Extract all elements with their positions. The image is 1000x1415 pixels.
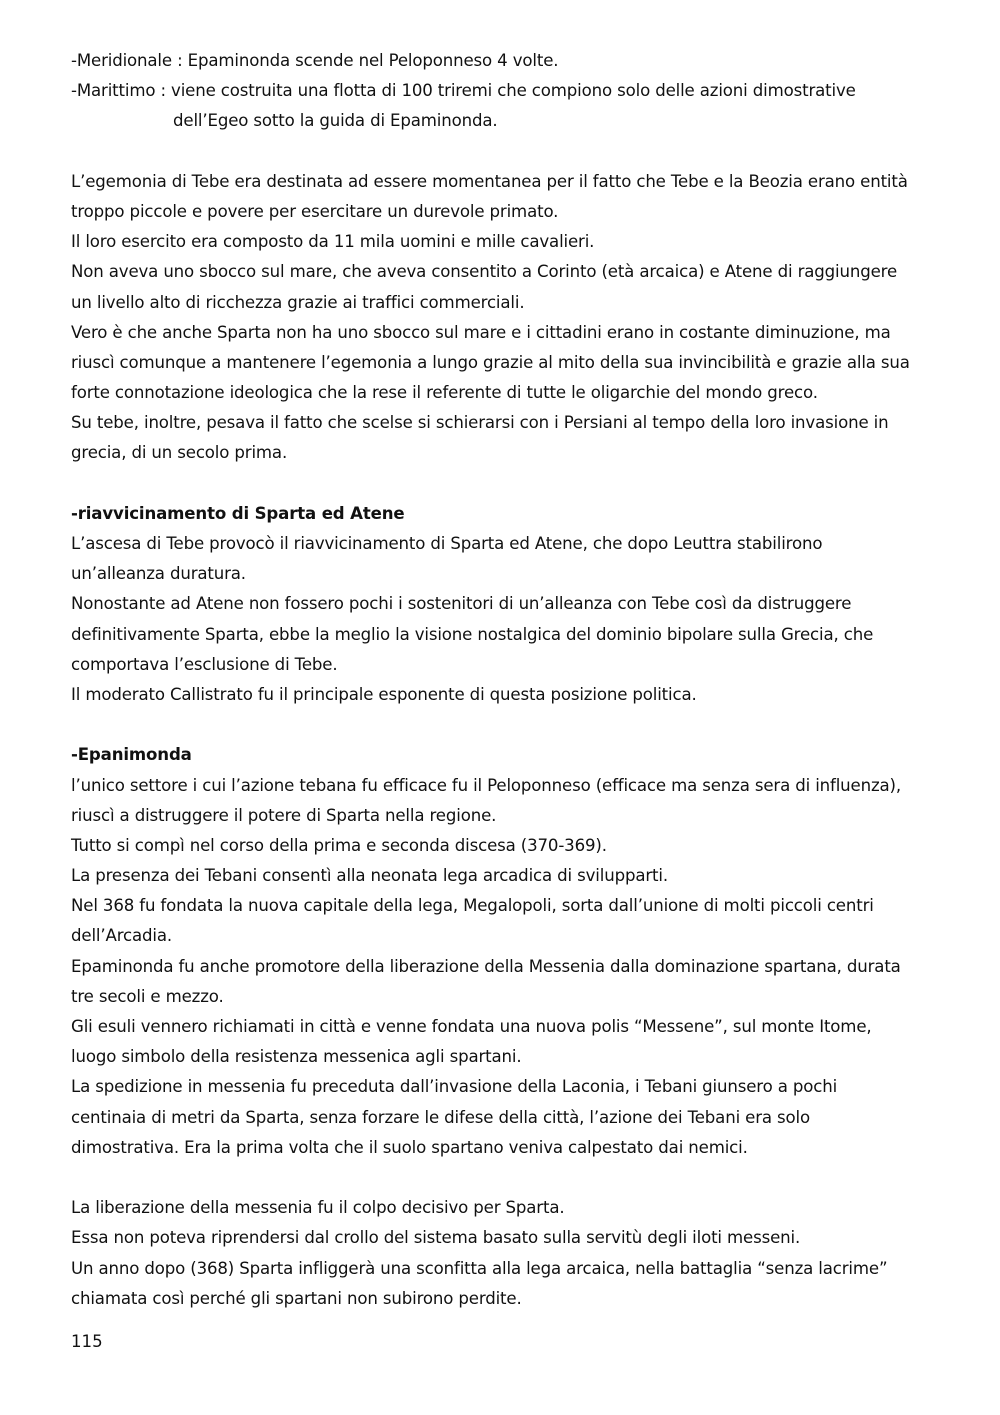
- text-line: Non aveva uno sbocco sul mare, che aveva consentito a Corinto (età arcaica) e Atene di raggiungere: [71, 262, 898, 282]
- text-line: Il loro esercito era composto da 11 mila uomini e mille cavalieri.: [71, 232, 595, 252]
- text-line: Essa non poteva riprendersi dal crollo del sistema basato sulla servitù degli iloti messeni.: [71, 1228, 801, 1248]
- text-line: Nel 368 fu fondata la nuova capitale della lega, Megalopoli, sorta dall’unione di molti piccoli centri: [71, 896, 874, 916]
- paragraph-conclusione: [71, 1193, 941, 1314]
- text-line: La spedizione in messenia fu preceduta dall’invasione della Laconia, i Tebani giunsero a pochi: [71, 1077, 838, 1097]
- text-line-marittimo: -Marittimo : viene costruita una flotta di 100 triremi che compiono solo delle azioni dimostrative: [71, 81, 856, 101]
- text-line: riuscì comunque a mantenere l’egemonia a lungo grazie al mito della sua invincibilità e grazie alla sua: [71, 352, 910, 372]
- text-line: forte connotazione ideologica che la rese il referente di tutte le oligarchie del mondo greco.: [71, 383, 818, 403]
- paragraph-spacer: [71, 137, 941, 167]
- text-line: comportava l’esclusione di Tebe.: [71, 654, 338, 674]
- text-line: Su tebe, inoltre, pesava il fatto che scelse si schierarsi con i Persiani al tempo della loro invasione in: [71, 413, 889, 433]
- text-line: definitivamente Sparta, ebbe la meglio la visione nostalgica del dominio bipolare sulla Grecia, che: [71, 624, 874, 644]
- text-line: dimostrativa. Era la prima volta che il suolo spartano veniva calpestato dai nemici.: [71, 1137, 748, 1157]
- section-heading: -Epanimonda: [71, 745, 192, 765]
- text-line: L’egemonia di Tebe era destinata ad essere momentanea per il fatto che Tebe e la Beozia erano entità: [71, 171, 908, 191]
- text-line-marittimo-continued: dell’Egeo sotto la guida di Epaminonda.: [173, 111, 498, 131]
- text-line: La presenza dei Tebani consentì alla neonata lega arcadica di svilupparti.: [71, 866, 668, 886]
- text-line: Epaminonda fu anche promotore della liberazione della Messenia dalla dominazione spartana, durata: [71, 956, 901, 976]
- text-line: tre secoli e mezzo.: [71, 986, 224, 1006]
- text-line: dell’Arcadia.: [71, 926, 172, 946]
- text-line: Gli esuli vennero richiamati in città e venne fondata una nuova polis “Messene”, sul monte Itome,: [71, 1017, 872, 1036]
- text-line: La liberazione della messenia fu il colpo decisivo per Sparta.: [71, 1198, 565, 1218]
- paragraph-egemonia: [71, 167, 941, 469]
- text-line: un livello alto di ricchezza grazie ai traffici commerciali.: [71, 292, 525, 312]
- text-line: l’unico settore i cui l’azione tebana fu efficace fu il Peloponneso (efficace ma senza sera di influenza),: [71, 775, 902, 795]
- text-line: Tutto si compì nel corso della prima e seconda discesa (370-369).: [71, 835, 607, 855]
- text-line: Un anno dopo (368) Sparta infliggerà una sconfitta alla lega arcaica, nella battaglia “senza lacrime”: [71, 1258, 888, 1278]
- text-line: luogo simbolo della resistenza messenica agli spartani.: [71, 1047, 522, 1067]
- section-epanimonda: [71, 740, 941, 1163]
- text-line: L’ascesa di Tebe provocò il riavvicinamento di Sparta ed Atene, che dopo Leuttra stabilirono: [71, 534, 823, 553]
- text-line: Vero è che anche Sparta non ha uno sbocco sul mare e i cittadini erano in costante diminuzione, ma: [71, 322, 891, 342]
- text-line: un’alleanza duratura.: [71, 564, 246, 584]
- paragraph-spacer: [71, 710, 941, 740]
- page-number: 115: [71, 1332, 103, 1351]
- text-line: grecia, di un secolo prima.: [71, 443, 288, 463]
- text-line: centinaia di metri da Sparta, senza forzare le difese della città, l’azione dei Tebani era solo: [71, 1107, 810, 1127]
- paragraph-spacer: [71, 469, 941, 499]
- document-page: [71, 46, 941, 1314]
- text-line: riuscì a distruggere il potere di Sparta nella regione.: [71, 805, 497, 825]
- text-line: chiamata così perché gli spartani non subirono perdite.: [71, 1288, 522, 1308]
- text-line: Il moderato Callistrato fu il principale esponente di questa posizione politica.: [71, 684, 697, 704]
- text-line: Nonostante ad Atene non fossero pochi i sostenitori di un’alleanza con Tebe così da distruggere: [71, 594, 852, 614]
- paragraph-spacer: [71, 1163, 941, 1193]
- section-riavvicinamento: [71, 499, 941, 710]
- text-line-meridionale: -Meridionale : Epaminonda scende nel Peloponneso 4 volte.: [71, 51, 559, 70]
- text-line: troppo piccole e povere per esercitare un durevole primato.: [71, 201, 559, 221]
- section-heading: -riavvicinamento di Sparta ed Atene: [71, 503, 405, 523]
